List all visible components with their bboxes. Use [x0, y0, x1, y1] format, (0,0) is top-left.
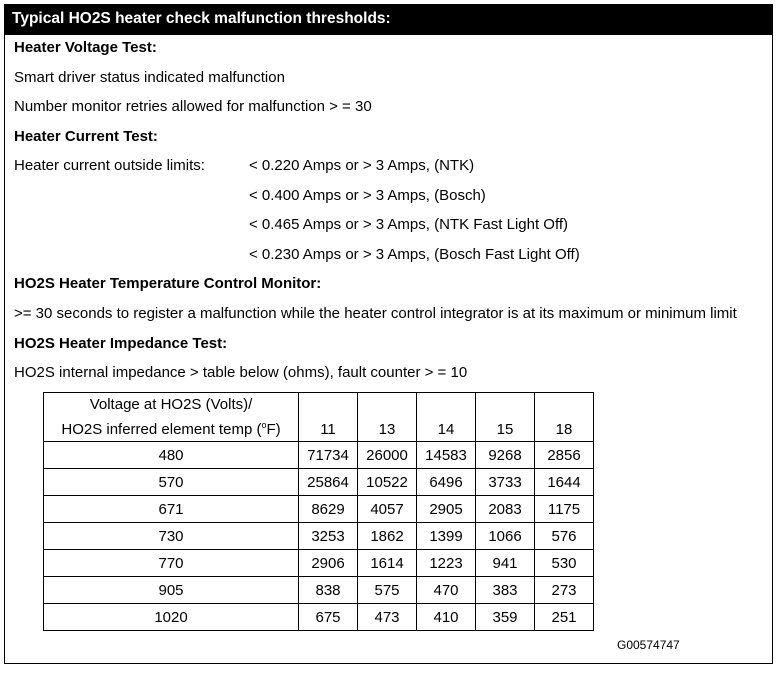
column-header: 18 [535, 393, 594, 442]
value-cell: 8629 [299, 496, 358, 523]
row-header-line-2a: HO2S inferred element temp ( [61, 421, 262, 438]
value-cell: 71734 [299, 442, 358, 469]
temp-cell: 570 [44, 469, 299, 496]
value-cell: 26000 [358, 442, 417, 469]
value-cell: 2906 [299, 550, 358, 577]
temp-cell: 730 [44, 523, 299, 550]
column-header: 11 [299, 393, 358, 442]
table-row [44, 442, 594, 469]
figure-code: G00574747 [617, 638, 680, 652]
value-cell: 1644 [535, 469, 594, 496]
impedance-test-line-1: HO2S internal impedance > table below (ohms), fault counter > = 10 [14, 364, 468, 381]
thresholds-panel [4, 4, 773, 664]
degree-mark: o [261, 420, 267, 430]
value-cell: 1223 [417, 550, 476, 577]
temp-cell: 671 [44, 496, 299, 523]
value-cell: 10522 [358, 469, 417, 496]
value-cell: 4057 [358, 496, 417, 523]
row-header-cell [44, 393, 299, 442]
value-cell: 251 [535, 604, 594, 631]
value-cell: 1614 [358, 550, 417, 577]
value-cell: 473 [358, 604, 417, 631]
value-cell: 25864 [299, 469, 358, 496]
value-cell: 3733 [476, 469, 535, 496]
value-cell: 2083 [476, 496, 535, 523]
impedance-table [43, 392, 594, 631]
value-cell: 14583 [417, 442, 476, 469]
value-cell: 530 [535, 550, 594, 577]
column-header: 14 [417, 393, 476, 442]
temp-monitor-line-1: >= 30 seconds to register a malfunction while the heater control integrator is at its maximum or minimum limit [14, 305, 737, 322]
value-cell: 838 [299, 577, 358, 604]
current-limit-ntk: < 0.220 Amps or > 3 Amps, (NTK) [249, 157, 475, 174]
impedance-table-header-row [44, 393, 594, 442]
value-cell: 576 [535, 523, 594, 550]
impedance-test-heading: HO2S Heater Impedance Test: [14, 335, 228, 352]
value-cell: 273 [535, 577, 594, 604]
voltage-test-line-1: Smart driver status indicated malfunction [14, 69, 285, 86]
table-row [44, 550, 594, 577]
column-header: 13 [358, 393, 417, 442]
value-cell: 1862 [358, 523, 417, 550]
temp-cell: 480 [44, 442, 299, 469]
value-cell: 675 [299, 604, 358, 631]
panel-title: Typical HO2S heater check malfunction thresholds: [5, 5, 772, 35]
value-cell: 2856 [535, 442, 594, 469]
current-limit-bosch-fast: < 0.230 Amps or > 3 Amps, (Bosch Fast Light Off) [249, 246, 580, 263]
temp-cell: 905 [44, 577, 299, 604]
value-cell: 9268 [476, 442, 535, 469]
value-cell: 1399 [417, 523, 476, 550]
current-test-label: Heater current outside limits: [14, 157, 205, 174]
value-cell: 6496 [417, 469, 476, 496]
table-row [44, 496, 594, 523]
value-cell: 575 [358, 577, 417, 604]
table-row [44, 469, 594, 496]
voltage-test-heading: Heater Voltage Test: [14, 39, 157, 56]
value-cell: 359 [476, 604, 535, 631]
row-header-line-2b: F) [266, 421, 281, 438]
value-cell: 383 [476, 577, 535, 604]
value-cell: 470 [417, 577, 476, 604]
table-row [44, 604, 594, 631]
temp-monitor-heading: HO2S Heater Temperature Control Monitor: [14, 275, 322, 292]
value-cell: 410 [417, 604, 476, 631]
value-cell: 1066 [476, 523, 535, 550]
value-cell: 3253 [299, 523, 358, 550]
current-limit-ntk-fast: < 0.465 Amps or > 3 Amps, (NTK Fast Light Off) [249, 216, 569, 233]
value-cell: 941 [476, 550, 535, 577]
current-test-heading: Heater Current Test: [14, 128, 158, 145]
value-cell: 1175 [535, 496, 594, 523]
table-row [44, 523, 594, 550]
column-header: 15 [476, 393, 535, 442]
temp-cell: 1020 [44, 604, 299, 631]
current-limit-bosch: < 0.400 Amps or > 3 Amps, (Bosch) [249, 187, 486, 204]
table-row [44, 577, 594, 604]
voltage-test-line-2: Number monitor retries allowed for malfunction > = 30 [14, 98, 372, 115]
row-header-line-1: Voltage at HO2S (Volts)/ [89, 396, 253, 413]
temp-cell: 770 [44, 550, 299, 577]
value-cell: 2905 [417, 496, 476, 523]
